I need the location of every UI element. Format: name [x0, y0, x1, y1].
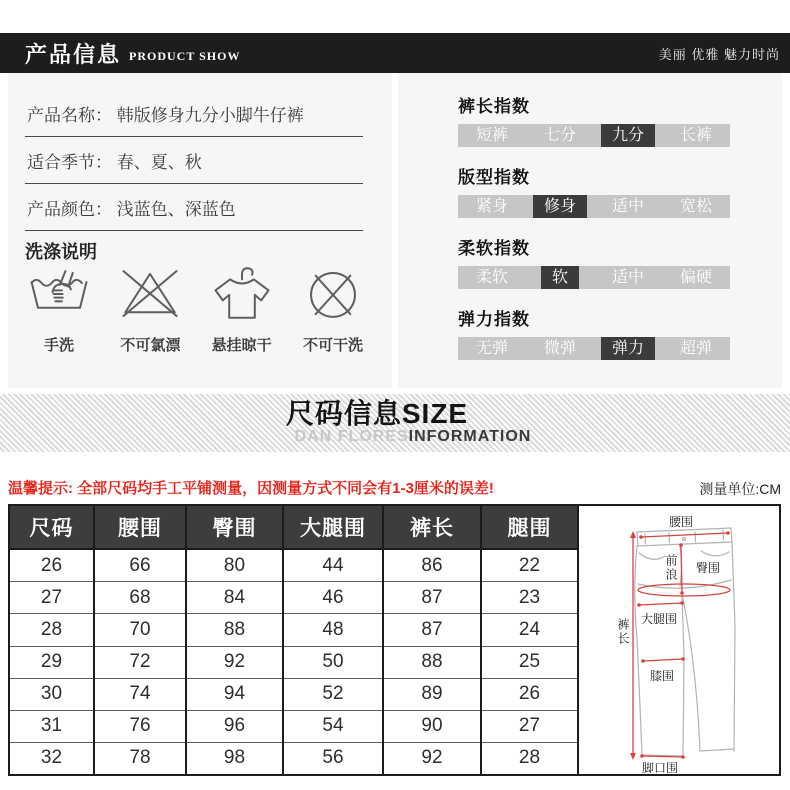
- index-option: 弹力: [594, 337, 662, 360]
- page-subtitle: PRODUCT SHOW: [129, 49, 241, 63]
- index-option: 紧身: [475, 198, 508, 215]
- index-option: 七分: [543, 127, 576, 144]
- table-cell: 89: [383, 678, 481, 710]
- table-cell: 52: [283, 678, 383, 710]
- table-cell: 23: [481, 582, 577, 614]
- table-row: [10, 646, 577, 678]
- table-row: [10, 678, 577, 710]
- table-row: [10, 582, 577, 614]
- product-name-row: [25, 90, 363, 137]
- index-option: 九分: [594, 124, 662, 147]
- size-table-body: [10, 549, 577, 774]
- pants-measurement-diagram: [577, 506, 779, 774]
- table-cell: 46: [283, 582, 383, 614]
- header-bar: [0, 33, 790, 73]
- table-cell: 22: [518, 554, 541, 576]
- diagram-label-length: 裤长: [616, 618, 630, 646]
- no-dry-clean-icon: [301, 262, 365, 326]
- measurement-unit: 测量单位:CM: [699, 481, 781, 497]
- diagram-label-hip: 臀围: [696, 561, 721, 575]
- index-option: 修身: [526, 195, 594, 218]
- column-header: 裤长: [383, 506, 481, 549]
- index-option: 宽松: [679, 198, 712, 215]
- page-title: 产品信息: [25, 41, 122, 67]
- table-cell: 24: [481, 614, 577, 646]
- table-row: [10, 710, 577, 742]
- index-bar-length: [458, 124, 730, 147]
- diagram-label-thigh: 大腿围: [641, 612, 678, 626]
- color-row: [25, 184, 363, 231]
- index-groups: [458, 92, 730, 376]
- table-cell: 32: [10, 742, 94, 774]
- index-bar-softness: [458, 266, 730, 289]
- color-label: 产品颜色：: [27, 200, 112, 219]
- table-cell: 31: [10, 710, 94, 742]
- table-cell: 92: [186, 646, 283, 678]
- index-option: 长裤: [679, 127, 712, 144]
- diagram-label-knee: 膝围: [650, 669, 675, 683]
- wash-item-no-bleach: [109, 262, 191, 355]
- wash-item-no-dry-clean: [292, 262, 374, 355]
- wash-item-hand-wash: [18, 262, 100, 355]
- table-cell: 76: [94, 710, 186, 742]
- size-banner-watermark: DAN FLORES: [294, 428, 409, 445]
- product-name-label: 产品名称：: [27, 106, 112, 125]
- table-cell: 26: [10, 549, 94, 582]
- column-header: 臀围: [186, 506, 283, 549]
- index-option: 短裤: [475, 127, 508, 144]
- table-cell: 96: [186, 710, 283, 742]
- table-cell: 48: [283, 614, 383, 646]
- product-name-value: 韩版修身九分小脚牛仔裤: [116, 106, 304, 125]
- index-bar-stretch: [458, 337, 730, 360]
- table-cell: 29: [10, 646, 94, 678]
- index-option: 微弹: [543, 340, 576, 357]
- index-title: 裤长指数: [458, 97, 530, 116]
- table-cell: 27: [10, 582, 94, 614]
- season-row: [25, 137, 363, 184]
- index-option: 适中: [611, 269, 644, 286]
- size-banner-subtitle: [18, 429, 790, 445]
- table-cell: 87: [383, 582, 481, 614]
- index-option: 无弹: [475, 340, 508, 357]
- no-bleach-icon: [118, 262, 182, 326]
- table-cell: 94: [186, 678, 283, 710]
- table-cell: 84: [186, 582, 283, 614]
- wash-label: 不可氯漂: [120, 337, 181, 354]
- washing-icons-row: [18, 262, 374, 355]
- column-header: 腿围: [481, 506, 577, 549]
- table-cell: 98: [186, 742, 283, 774]
- index-option: 超弹: [679, 340, 712, 357]
- wash-label: 手洗: [43, 337, 74, 354]
- index-option: 柔软: [475, 269, 508, 286]
- product-fields: [25, 90, 363, 231]
- wash-label: 悬挂晾干: [211, 337, 272, 354]
- index-group-softness: [458, 234, 730, 289]
- table-cell: 50: [283, 646, 383, 678]
- measurement-tip: 温馨提示: 全部尺码均手工平铺测量，因测量方式不同会有1-3厘米的误差!: [8, 480, 494, 497]
- hang-dry-icon: [210, 262, 274, 326]
- table-cell: 28: [481, 742, 577, 774]
- table-cell: 92: [383, 742, 481, 774]
- color-value: 浅蓝色、深蓝色: [116, 200, 236, 219]
- table-cell: 78: [94, 742, 186, 774]
- table-cell: 88: [383, 646, 481, 678]
- size-table: [10, 506, 577, 774]
- index-title: 版型指数: [458, 168, 530, 187]
- table-cell: 44: [283, 549, 383, 582]
- diagram-label-front-rise: 前浪: [664, 554, 678, 582]
- size-table-head-row: [10, 506, 577, 549]
- column-header: 腰围: [94, 506, 186, 549]
- table-cell: 72: [94, 646, 186, 678]
- table-cell: 30: [10, 678, 94, 710]
- table-cell: 56: [283, 742, 383, 774]
- size-banner-subtitle-text: INFORMATION: [408, 428, 532, 445]
- table-row: [10, 742, 577, 774]
- table-cell: 25: [481, 646, 577, 678]
- size-banner-title: 尺码信息SIZE: [285, 398, 469, 429]
- table-cell: 54: [283, 710, 383, 742]
- size-info-banner: [0, 394, 790, 452]
- index-title: 弹力指数: [458, 310, 530, 329]
- index-group-length: [458, 92, 730, 147]
- pants-diagram-drawing: [579, 506, 781, 772]
- size-section: [8, 504, 781, 776]
- index-option: 软: [526, 266, 594, 289]
- wash-label: 不可干洗: [302, 337, 363, 354]
- diagram-label-hem: 脚口围: [642, 761, 679, 775]
- table-cell: 68: [94, 582, 186, 614]
- season-value: 春、夏、秋: [116, 153, 202, 172]
- index-title: 柔软指数: [458, 239, 530, 258]
- wash-item-hang-dry: [201, 262, 283, 355]
- washing-title: 洗涤说明: [25, 242, 97, 262]
- season-label: 适合季节：: [27, 153, 112, 172]
- table-cell: 80: [186, 549, 283, 582]
- index-option: 适中: [611, 198, 644, 215]
- index-group-stretch: [458, 305, 730, 360]
- header-tagline: 美丽 优雅 魅力时尚: [658, 46, 780, 62]
- table-cell: 86: [383, 549, 481, 582]
- column-header: 大腿围: [283, 506, 383, 549]
- table-cell: 74: [94, 678, 186, 710]
- table-cell: 88: [186, 614, 283, 646]
- hand-wash-icon: [27, 262, 91, 326]
- index-bar-fit: [458, 195, 730, 218]
- table-cell: 90: [383, 710, 481, 742]
- table-row: [10, 549, 577, 582]
- table-cell: 66: [94, 549, 186, 582]
- table-cell: 27: [481, 710, 577, 742]
- table-row: [10, 614, 577, 646]
- index-group-fit: [458, 163, 730, 218]
- column-header: 尺码: [10, 506, 94, 549]
- index-option: 偏硬: [679, 269, 712, 286]
- diagram-label-waist: 腰围: [669, 515, 694, 529]
- table-cell: 28: [10, 614, 94, 646]
- table-cell: 87: [383, 614, 481, 646]
- table-cell: 70: [94, 614, 186, 646]
- table-cell: 26: [481, 678, 577, 710]
